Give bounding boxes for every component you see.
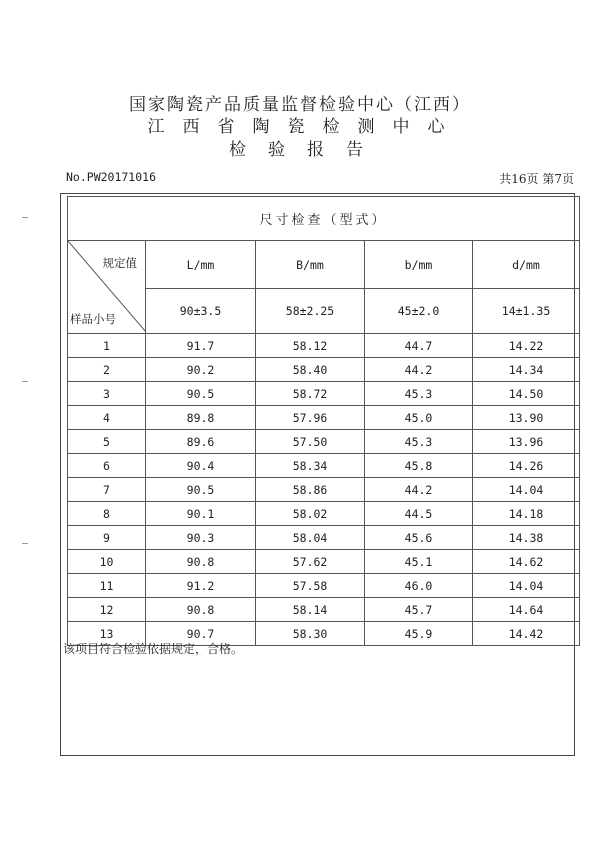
measurement-cell: 58.30 <box>256 622 365 646</box>
measurement-cell: 58.34 <box>256 454 365 478</box>
measurement-cell: 13.90 <box>473 406 580 430</box>
sample-number: 4 <box>68 406 146 430</box>
measurement-cell: 45.3 <box>365 430 473 454</box>
corner-header <box>68 241 146 334</box>
margin-mark <box>22 217 28 218</box>
table-row <box>68 478 580 502</box>
measurement-cell: 90.5 <box>146 478 256 502</box>
measurement-cell: 57.58 <box>256 574 365 598</box>
sample-number: 1 <box>68 334 146 358</box>
measurement-cell: 45.9 <box>365 622 473 646</box>
measurement-cell: 44.7 <box>365 334 473 358</box>
column-header: B/mm <box>256 241 365 289</box>
spec-value: 58±2.25 <box>256 289 365 334</box>
report-title-line3: 检验报告 <box>229 140 385 160</box>
measurement-cell: 44.2 <box>365 358 473 382</box>
measurement-cell: 14.42 <box>473 622 580 646</box>
table-row <box>68 502 580 526</box>
sample-number: 11 <box>68 574 146 598</box>
measurement-cell: 90.8 <box>146 550 256 574</box>
report-title-line1: 国家陶瓷产品质量监督检验中心（江西） <box>129 95 471 115</box>
measurement-cell: 90.2 <box>146 358 256 382</box>
table-row <box>68 598 580 622</box>
sample-number: 3 <box>68 382 146 406</box>
table-row <box>68 430 580 454</box>
sample-number: 2 <box>68 358 146 382</box>
table-row <box>68 334 580 358</box>
measurement-cell: 45.7 <box>365 598 473 622</box>
measurement-cell: 57.62 <box>256 550 365 574</box>
measurement-cell: 14.18 <box>473 502 580 526</box>
measurement-cell: 58.40 <box>256 358 365 382</box>
column-header: b/mm <box>365 241 473 289</box>
measurement-cell: 91.2 <box>146 574 256 598</box>
sample-number: 7 <box>68 478 146 502</box>
measurement-cell: 57.96 <box>256 406 365 430</box>
table-row <box>68 550 580 574</box>
conclusion-text: 该项目符合检验依据规定，合格。 <box>63 642 244 656</box>
spec-value: 14±1.35 <box>473 289 580 334</box>
measurement-cell: 45.1 <box>365 550 473 574</box>
measurement-cell: 90.7 <box>146 622 256 646</box>
table-row <box>68 526 580 550</box>
measurement-cell: 14.04 <box>473 574 580 598</box>
sample-number: 13 <box>68 622 146 646</box>
measurement-cell: 14.62 <box>473 550 580 574</box>
measurement-cell: 45.0 <box>365 406 473 430</box>
column-header: L/mm <box>146 241 256 289</box>
sample-number: 6 <box>68 454 146 478</box>
measurement-cell: 90.5 <box>146 382 256 406</box>
measurement-cell: 14.04 <box>473 478 580 502</box>
measurement-cell: 44.2 <box>365 478 473 502</box>
sample-number: 5 <box>68 430 146 454</box>
measurement-cell: 91.7 <box>146 334 256 358</box>
measurement-cell: 58.04 <box>256 526 365 550</box>
measurement-cell: 58.12 <box>256 334 365 358</box>
measurement-cell: 45.3 <box>365 382 473 406</box>
sample-number: 9 <box>68 526 146 550</box>
measurement-cell: 14.50 <box>473 382 580 406</box>
measurement-cell: 14.38 <box>473 526 580 550</box>
measurement-cell: 14.34 <box>473 358 580 382</box>
measurement-cell: 58.02 <box>256 502 365 526</box>
sample-number: 8 <box>68 502 146 526</box>
spec-value: 45±2.0 <box>365 289 473 334</box>
table-row <box>68 382 580 406</box>
measurement-cell: 90.3 <box>146 526 256 550</box>
measurement-cell: 44.5 <box>365 502 473 526</box>
measurement-cell: 45.8 <box>365 454 473 478</box>
measurement-cell: 90.1 <box>146 502 256 526</box>
measurement-cell: 14.26 <box>473 454 580 478</box>
measurement-cell: 57.50 <box>256 430 365 454</box>
measurement-cell: 58.72 <box>256 382 365 406</box>
measurement-cell: 45.6 <box>365 526 473 550</box>
sample-number: 10 <box>68 550 146 574</box>
measurement-cell: 58.14 <box>256 598 365 622</box>
measurement-cell: 90.8 <box>146 598 256 622</box>
table-row <box>68 358 580 382</box>
measurement-cell: 89.8 <box>146 406 256 430</box>
report-title-line2: 江西省陶瓷检测中心 <box>147 117 463 137</box>
column-header: d/mm <box>473 241 580 289</box>
page-info: 共16页 第7页 <box>499 172 574 186</box>
margin-mark <box>22 543 28 544</box>
spec-value: 90±3.5 <box>146 289 256 334</box>
measurement-cell: 14.22 <box>473 334 580 358</box>
table-row <box>68 454 580 478</box>
corner-label-sample: 样品小号 <box>70 312 116 326</box>
corner-label-spec: 规定值 <box>102 256 137 270</box>
table-row <box>68 406 580 430</box>
dimension-table <box>67 196 580 646</box>
table-row <box>68 574 580 598</box>
sample-number: 12 <box>68 598 146 622</box>
measurement-cell: 46.0 <box>365 574 473 598</box>
measurement-cell: 13.96 <box>473 430 580 454</box>
measurement-cell: 90.4 <box>146 454 256 478</box>
measurement-cell: 14.64 <box>473 598 580 622</box>
report-number: No.PW20171016 <box>66 170 157 184</box>
margin-mark <box>22 381 28 382</box>
measurement-cell: 58.86 <box>256 478 365 502</box>
table-title: 尺寸检查（型式） <box>68 197 580 241</box>
measurement-cell: 89.6 <box>146 430 256 454</box>
